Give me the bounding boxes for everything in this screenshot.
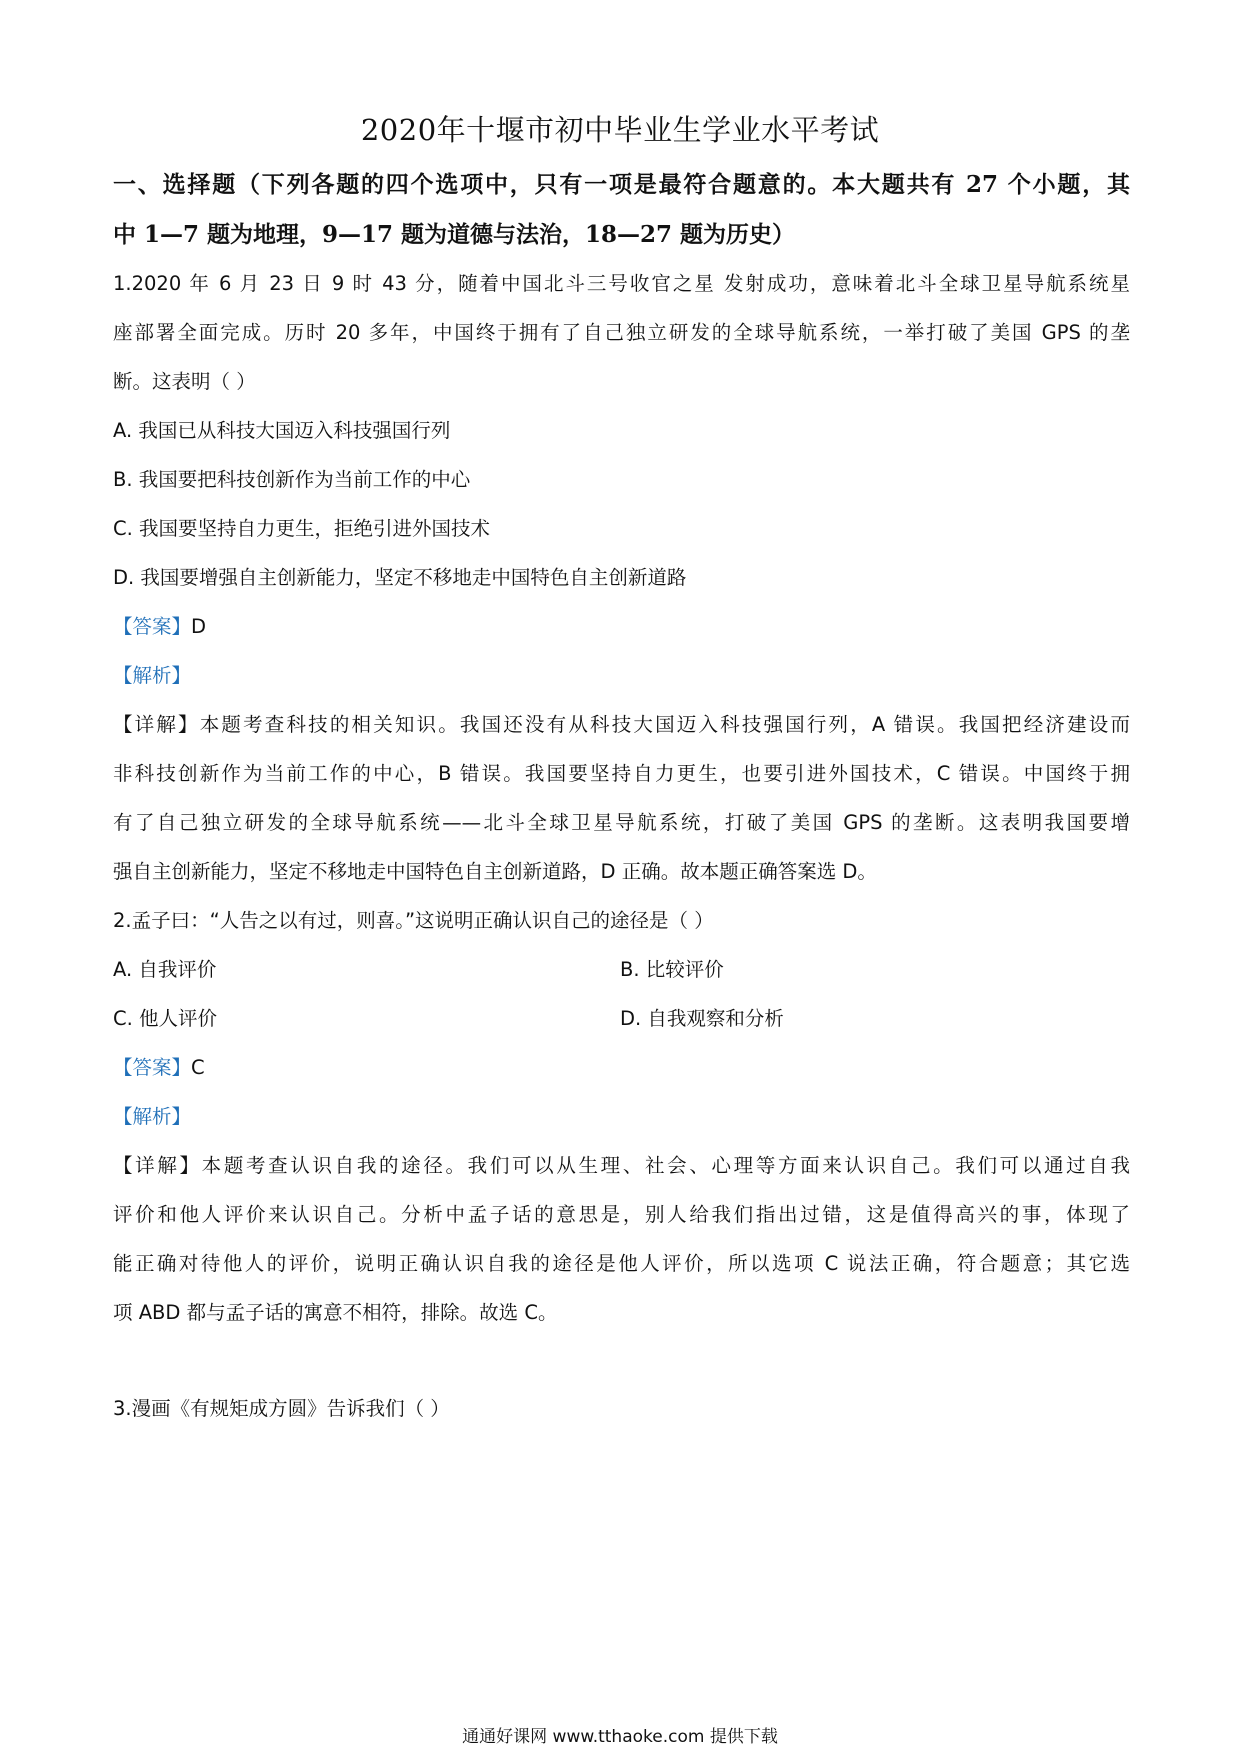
q1-option-d: D. 我国要增强自主创新能力，坚定不移地走中国特色自主创新道路 — [113, 566, 687, 589]
q2-stem: 2.孟子曰：“人告之以有过，则喜。”这说明正确认识自己的途径是（ ） — [113, 909, 714, 932]
q1-detail-line-3: 有了自己独立研发的全球导航系统——北斗全球卫星导航系统，打破了美国 GPS 的垄断。这表明我国要增 — [113, 811, 1130, 834]
answer-value: C — [191, 1056, 205, 1079]
q2-detail-line-3: 能正确对待他人的评价，说明正确认识自我的途径是他人评价，所以选项 C 说法正确，符合题意；其它选 — [113, 1252, 1130, 1275]
page-footer: 通通好课网 www.tthaoke.com 提供下载 — [462, 1727, 778, 1747]
q1-stem-line-1: 1.2020 年 6 月 23 日 9 时 43 分，随着中国北斗三号收官之星 发射成功，意味着北斗全球卫星导航系统星 — [113, 272, 1130, 295]
q1-stem-line-3: 断。这表明（ ） — [113, 370, 256, 393]
q1-detail-line-4: 强自主创新能力，坚定不移地走中国特色自主创新道路，D 正确。故本题正确答案选 D。 — [113, 860, 877, 883]
detail-label: 【详解】 — [113, 713, 200, 736]
q2-option-b: B. 比较评价 — [620, 958, 724, 981]
q1-option-c: C. 我国要坚持自力更生，拒绝引进外国技术 — [113, 517, 491, 540]
section-heading — [113, 160, 1133, 260]
q2-detail-line-1 — [113, 1150, 1130, 1178]
answer-value: D — [191, 615, 207, 638]
q1-option-b: B. 我国要把科技创新作为当前工作的中心 — [113, 468, 471, 491]
q1-detail-line-2: 非科技创新作为当前工作的中心，B 错误。我国要坚持自力更生，也要引进外国技术，C 错误。中国终于拥 — [113, 762, 1130, 785]
answer-label: 【答案】 — [113, 615, 192, 638]
q2-option-c: C. 他人评价 — [113, 1007, 218, 1030]
q2-detail-line-4: 项 ABD 都与孟子话的寓意不相符，排除。故选 C。 — [113, 1301, 558, 1324]
q1-stem-line-2: 座部署全面完成。历时 20 多年，中国终于拥有了自己独立研发的全球导航系统，一举打破了美国 GPS 的垄 — [113, 321, 1130, 344]
q3-stem: 3.漫画《有规矩成方圆》告诉我们（ ） — [113, 1397, 450, 1420]
q1-analysis-label: 【解析】 — [113, 664, 192, 687]
detail-label: 【详解】 — [113, 1154, 202, 1177]
section-heading-line-2: 中 1—7 题为地理，9—17 题为道德与法治，18—27 题为历史） — [113, 221, 796, 248]
section-heading-line-1: 一、选择题（下列各题的四个选项中，只有一项是最符合题意的。本大题共有 27 个小题，其 — [113, 171, 1130, 198]
q2-analysis-label: 【解析】 — [113, 1105, 192, 1128]
q2-option-a: A. 自我评价 — [113, 958, 217, 981]
q1-answer — [113, 611, 206, 639]
q1-detail-line-1 — [113, 709, 1130, 737]
detail-text: 本题考查科技的相关知识。我国还没有从科技大国迈入科技强国行列，A 错误。我国把经济建设而 — [199, 713, 1130, 736]
q2-answer — [113, 1052, 205, 1080]
page-title: 2020年十堰市初中毕业生学业水平考试 — [360, 113, 880, 147]
answer-label: 【答案】 — [113, 1056, 192, 1079]
q2-option-d: D. 自我观察和分析 — [620, 1007, 784, 1030]
q2-detail-line-2: 评价和他人评价来认识自己。分析中孟子话的意思是，别人给我们指出过错，这是值得高兴的事，体现了 — [113, 1203, 1130, 1226]
detail-text: 本题考查认识自我的途径。我们可以从生理、社会、心理等方面来认识自己。我们可以通过自我 — [201, 1154, 1130, 1177]
q1-option-a: A. 我国已从科技大国迈入科技强国行列 — [113, 419, 451, 442]
